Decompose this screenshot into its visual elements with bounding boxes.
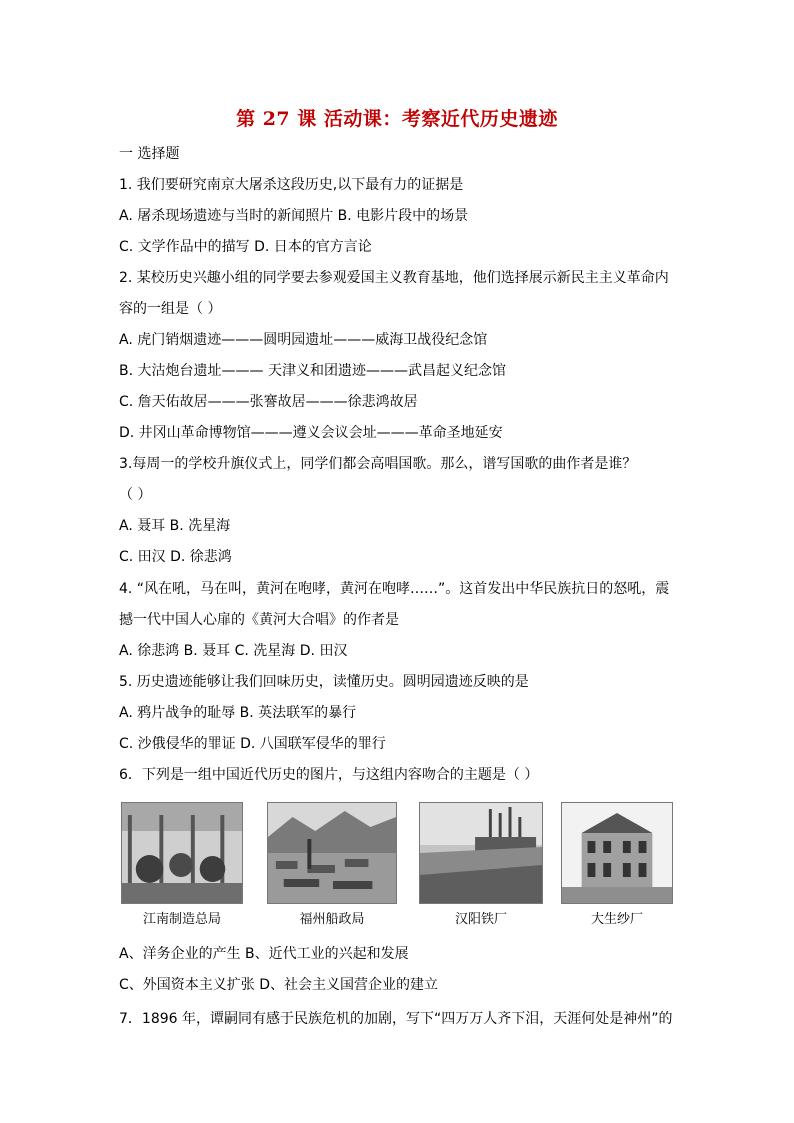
q4-stem-line2: 撼一代中国人心扉的《黄河大合唱》的作者是 <box>119 612 399 628</box>
q5-options-cd: C. 沙俄侵华的罪证 D. 八国联军侵华的罪行 <box>119 736 386 752</box>
photo-jiangnan <box>121 798 243 932</box>
photo-jiangnan-image <box>121 802 243 904</box>
q2-option-d: D. 井冈山革命博物馆———遵义会议会址———革命圣地延安 <box>119 425 503 441</box>
q1-options-cd: C. 文学作品中的描写 D. 日本的官方言论 <box>119 239 372 255</box>
q3-options-ab: A. 聂耳 B. 冼星海 <box>119 518 231 534</box>
photo-jiangnan-caption: 江南制造总局 <box>142 912 221 927</box>
photo-dasheng-caption: 大生纱厂 <box>590 912 643 927</box>
q3-stem: 3.每周一的学校升旗仪式上，同学们都会高唱国歌。那么，谱写国歌的曲作者是谁？ <box>119 456 637 472</box>
q2-option-c: C. 詹天佑故居———张謇故居———徐悲鸿故居 <box>119 394 418 410</box>
q2-option-a: A. 虎门销烟遗迹———圆明园遗址———威海卫战役纪念馆 <box>119 332 488 348</box>
q6-stem: 6．下列是一组中国近代历史的图片，与这组内容吻合的主题是（ ） <box>119 767 539 783</box>
q1-stem: 1. 我们要研究南京大屠杀这段历史,以下最有力的证据是 <box>119 177 464 193</box>
photo-fuzhou <box>267 798 397 932</box>
q2-stem-line1: 2. 某校历史兴趣小组的同学要去参观爱国主义教育基地，他们选择展示新民主主义革命内 <box>119 270 669 286</box>
q2-stem-line2: 容的一组是（ ） <box>119 301 222 317</box>
q1-options-ab: A. 屠杀现场遗迹与当时的新闻照片 B. 电影片段中的场景 <box>119 208 469 224</box>
q5-options-ab: A. 鸦片战争的耻辱 B. 英法联军的暴行 <box>119 705 357 721</box>
photo-dasheng <box>561 798 673 932</box>
q3-options-cd: C. 田汉 D. 徐悲鸿 <box>119 549 232 565</box>
q6-options-ab: A、洋务企业的产生 B、近代工业的兴起和发展 <box>119 946 409 962</box>
page-title: 第 27 课 活动课：考察近代历史遗迹 <box>236 108 558 130</box>
q7-stem: 7．1896 年，谭嗣同有感于民族危机的加剧，写下“四万万人齐下泪，天涯何处是神州”的 <box>119 1011 673 1027</box>
photo-fuzhou-caption: 福州船政局 <box>299 912 365 927</box>
q4-options: A. 徐悲鸿 B. 聂耳 C. 冼星海 D. 田汉 <box>119 643 348 659</box>
q6-options-cd: C、外国资本主义扩张 D、社会主义国营企业的建立 <box>119 977 439 993</box>
q4-stem-line1: 4. “风在吼，马在叫，黄河在咆哮，黄河在咆哮……”。这首发出中华民族抗日的怒吼，震 <box>119 581 670 597</box>
q5-stem: 5. 历史遗迹能够让我们回味历史，读懂历史。圆明园遗迹反映的是 <box>119 674 529 690</box>
photo-hanyang-image <box>419 802 543 904</box>
q6-photo-row <box>119 798 679 932</box>
photo-hanyang <box>419 798 543 932</box>
q3-blank: （ ） <box>119 487 152 503</box>
section-heading: 一 选择题 <box>119 146 180 162</box>
photo-hanyang-caption: 汉阳铁厂 <box>454 912 507 927</box>
photo-dasheng-image <box>561 802 673 904</box>
q2-option-b: B. 大沽炮台遗址——— 天津义和团遗迹———武昌起义纪念馆 <box>119 363 506 379</box>
photo-fuzhou-image <box>267 802 397 904</box>
